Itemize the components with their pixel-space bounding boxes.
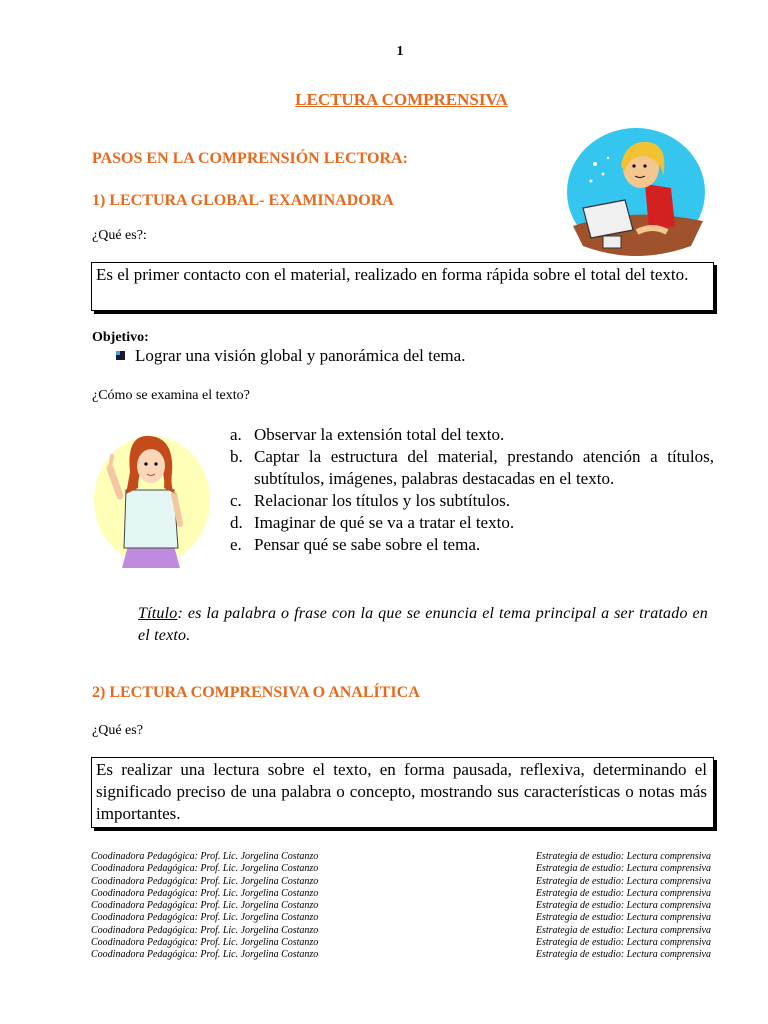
list-item: a. Observar la extensión total del texto.: [230, 425, 505, 444]
footer-left: Coodinadora Pedagógica: Prof. Lic. Jorgelina Costanzo: [91, 912, 319, 924]
skirt: [122, 546, 180, 568]
objective-item-text: Lograr una visión global y panorámica del tema.: [135, 346, 466, 365]
note-term: Título: [138, 605, 178, 622]
footer-left: Coodinadora Pedagógica: Prof. Lic. Jorgelina Costanzo: [91, 924, 319, 936]
footer-left: Coodinadora Pedagógica: Prof. Lic. Jorgelina Costanzo: [91, 949, 319, 961]
footer-left: Coodinadora Pedagógica: Prof. Lic. Jorgelina Costanzo: [91, 863, 319, 875]
footer-row: [91, 900, 711, 912]
footer-row: [91, 925, 711, 937]
footer-right: Estrategia de estudio: Lectura comprensiva: [535, 912, 711, 924]
footer-right: Estrategia de estudio: Lectura comprensiva: [535, 887, 711, 899]
footer-row: [91, 876, 711, 888]
step1-question: ¿Qué es?:: [92, 228, 147, 243]
footer-right: Estrategia de estudio: Lectura comprensiva: [535, 949, 711, 961]
how-label: ¿Cómo se examina el texto?: [92, 388, 250, 403]
girl-pointing-illustration: [90, 428, 212, 574]
shirt: [124, 490, 178, 548]
examination-steps-list: [230, 424, 714, 556]
footer-row: [91, 949, 711, 961]
girl-computer-illustration: [563, 126, 709, 262]
page-number: 1: [396, 44, 404, 59]
footer-right: Estrategia de estudio: Lectura comprensiva: [535, 851, 711, 862]
step1-definition-box: Es el primer contacto con el material, realizado en forma rápida sobre el total del texto.: [91, 262, 714, 311]
footer-right: Estrategia de estudio: Lectura comprensiva: [535, 924, 711, 936]
list-item: e. Pensar qué se sabe sobre el tema.: [230, 535, 481, 554]
step2-question: ¿Qué es?: [92, 723, 143, 738]
footer-row: [91, 888, 711, 900]
footer-right: Estrategia de estudio: Lectura comprensiva: [535, 937, 711, 949]
footer-left: Coodinadora Pedagógica: Prof. Lic. Jorgelina Costanzo: [91, 875, 319, 887]
list-item: c. Relacionar los títulos y los subtítulos.: [230, 491, 510, 510]
footer-left: Coodinadora Pedagógica: Prof. Lic. Jorgelina Costanzo: [91, 887, 319, 899]
page-title: LECTURA COMPRENSIVA: [295, 90, 508, 109]
square-bullet-icon: [116, 351, 125, 360]
list-item: b. Captar la estructura del material, prestando atención a títulos, subtítulos, imágenes, palabras destacadas en el texto.: [230, 447, 714, 488]
title-definition-note: [138, 603, 708, 647]
list-item: d. Imaginar de qué se va a tratar el texto.: [230, 513, 515, 532]
objective-item: [116, 346, 465, 366]
footer-left: Coodinadora Pedagógica: Prof. Lic. Jorgelina Costanzo: [91, 937, 319, 949]
footer-row: [91, 851, 711, 863]
footer-right: Estrategia de estudio: Lectura comprensiva: [535, 900, 711, 912]
footer-row: [91, 863, 711, 875]
section-heading: PASOS EN LA COMPRENSIÓN LECTORA:: [92, 150, 408, 167]
footer-row: [91, 937, 711, 949]
footer-right: Estrategia de estudio: Lectura comprensiva: [535, 875, 711, 887]
step2-heading: 2) LECTURA COMPRENSIVA O ANALÍTICA: [92, 684, 420, 701]
footer-row: [91, 912, 711, 924]
objective-label: Objetivo:: [92, 330, 149, 345]
step1-heading: 1) LECTURA GLOBAL- EXAMINADORA: [92, 192, 394, 209]
shirt: [645, 184, 675, 230]
footer-left: Coodinadora Pedagógica: Prof. Lic. Jorgelina Costanzo: [91, 851, 319, 862]
note-text: : es la palabra o frase con la que se enuncia el tema principal a ser tratado en el texto.: [138, 605, 708, 644]
footer-right: Estrategia de estudio: Lectura comprensiva: [535, 863, 711, 875]
footer-left: Coodinadora Pedagógica: Prof. Lic. Jorgelina Costanzo: [91, 900, 319, 912]
page-footer: [91, 851, 711, 962]
step2-definition-box: Es realizar una lectura sobre el texto, en forma pausada, reflexiva, determinando el significado preciso de una palabra o concepto, mostrando sus características o notas más importantes.: [91, 757, 714, 828]
